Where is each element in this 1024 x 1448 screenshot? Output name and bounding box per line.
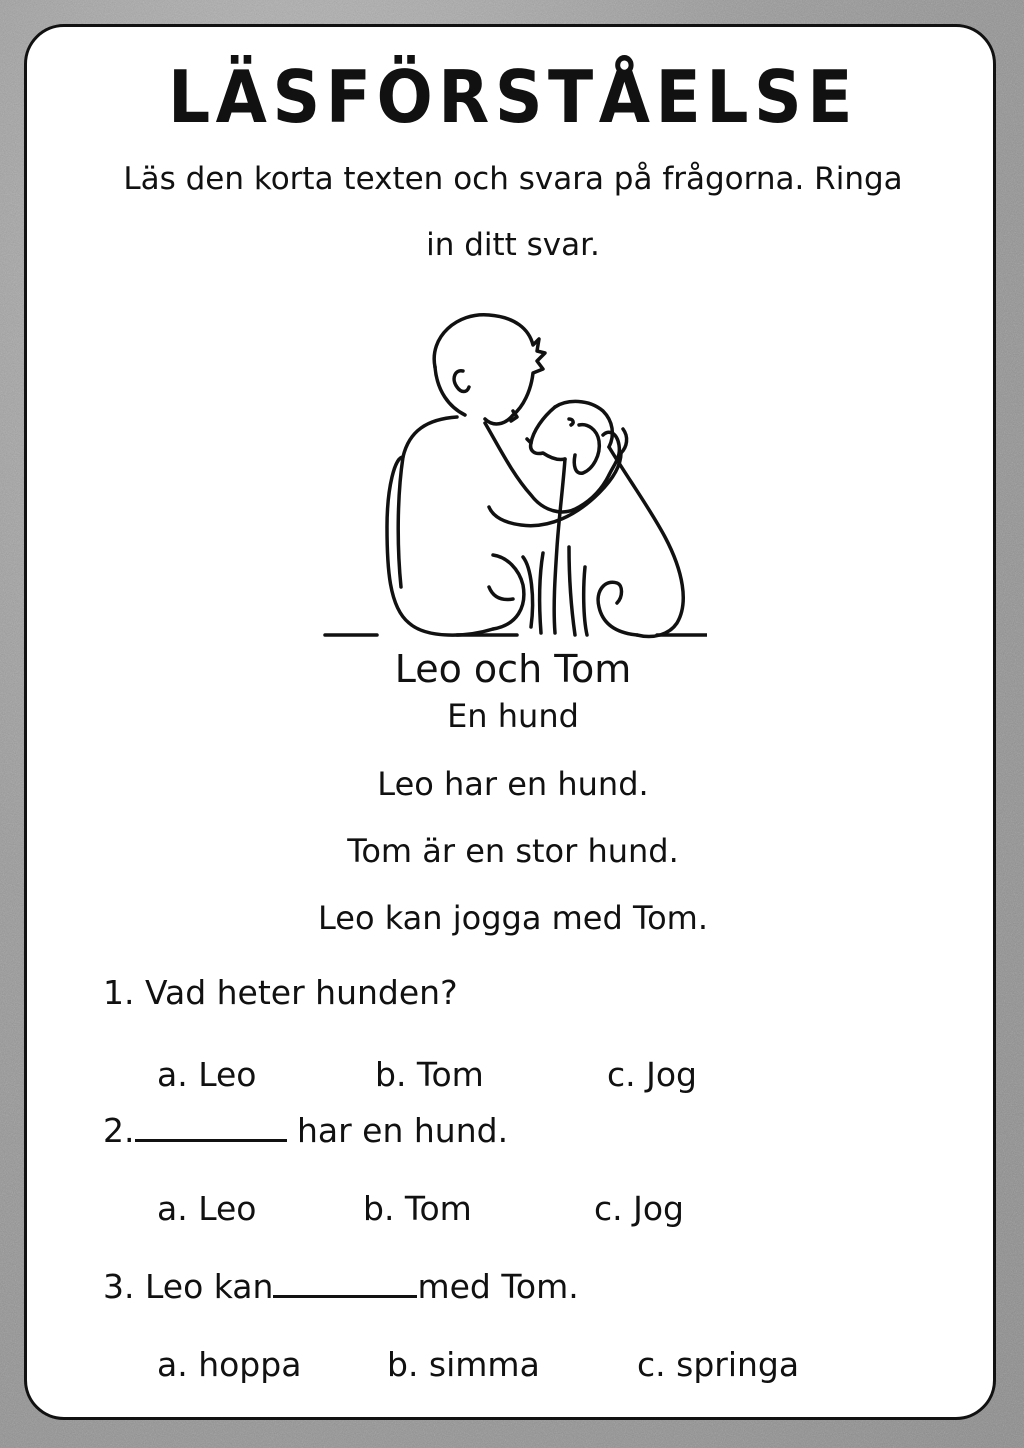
worksheet-card (24, 24, 996, 1420)
q2-option-b[interactable]: b. Tom (363, 1189, 472, 1228)
question-2-prefix: 2. (103, 1111, 135, 1150)
story-line-3: Leo kan jogga med Tom. (318, 899, 708, 937)
story-title: Leo och Tom (394, 647, 632, 691)
question-1: 1. Vad heter hunden? (103, 973, 458, 1012)
q3-option-a[interactable]: a. hoppa (157, 1345, 302, 1384)
q2-option-a[interactable]: a. Leo (157, 1189, 257, 1228)
story-line-2: Tom är en stor hund. (347, 832, 679, 870)
q2-option-c[interactable]: c. Jog (594, 1189, 684, 1228)
instructions-line-1: Läs den korta texten och svara på frågorna. Ringa (123, 161, 903, 197)
question-3 (103, 1265, 579, 1306)
question-3-blank[interactable] (273, 1265, 417, 1298)
q1-option-c[interactable]: c. Jog (607, 1055, 697, 1094)
question-2 (103, 1109, 508, 1150)
page-title: LÄSFÖRSTÅELSE (167, 55, 859, 139)
story-line-1: Leo har en hund. (377, 765, 649, 803)
q1-option-a[interactable]: a. Leo (157, 1055, 257, 1094)
question-2-suffix: har en hund. (286, 1111, 509, 1150)
question-3-suffix: med Tom. (417, 1267, 579, 1306)
instructions-line-2: in ditt svar. (426, 227, 600, 263)
story-subtitle: En hund (447, 697, 579, 735)
question-3-prefix: 3. Leo kan (103, 1267, 274, 1306)
question-2-blank[interactable] (135, 1109, 287, 1142)
q3-option-c[interactable]: c. springa (637, 1345, 800, 1384)
q1-option-b[interactable]: b. Tom (375, 1055, 484, 1094)
q3-option-b[interactable]: b. simma (387, 1345, 540, 1384)
boy-hugging-dog-icon (317, 307, 707, 642)
